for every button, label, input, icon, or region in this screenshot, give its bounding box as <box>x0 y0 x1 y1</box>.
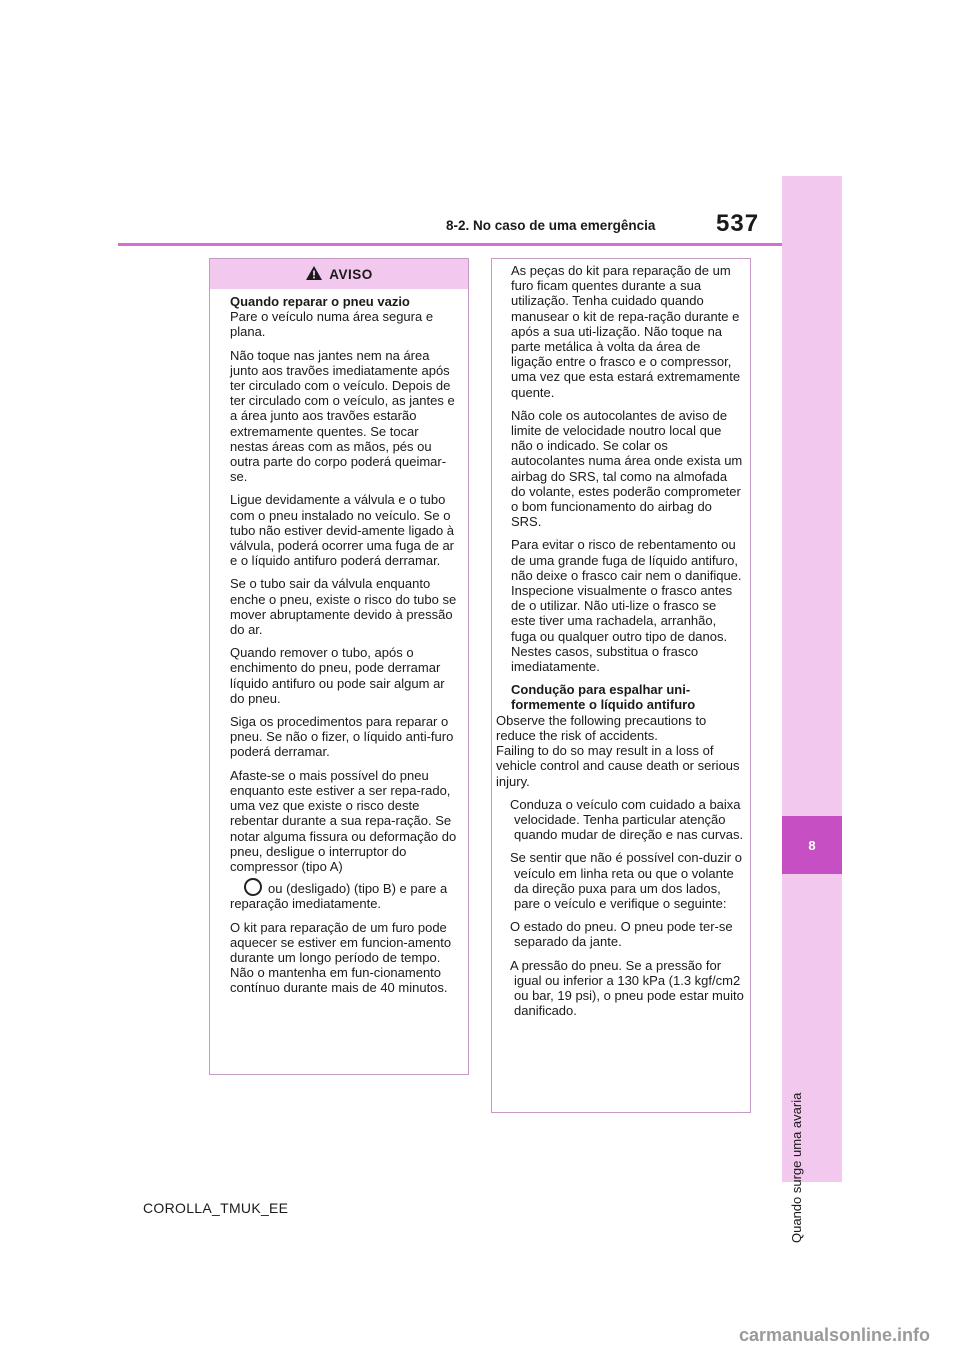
warning-title: AVISO <box>329 266 373 282</box>
warning-content <box>210 289 468 996</box>
warning-heading: Quando reparar o pneu vazio <box>230 294 410 309</box>
chapter-label: Quando surge uma avaria <box>789 1092 804 1243</box>
warning-triangle-icon <box>305 265 323 284</box>
caution-paragraph: Para evitar o risco de rebentamento ou de uma grande fuga de líquido antifuro, não deixe o frasco cair nem o danifique. Inspecione visualmente o frasco antes de o utilizar. Não uti-lize o frasco se este tiver uma rachadela, arranhão, fuga ou qualquer outro tipo de danos. Nestes casos, substitua o frasco imediatamente. <box>511 537 742 675</box>
caution-list-item: O estado do pneu. O pneu pode ter-se separado da jante. <box>510 919 733 950</box>
document-code: COROLLA_TMUK_EE <box>143 1200 289 1216</box>
warning-box <box>209 258 469 1075</box>
warning-header <box>210 259 468 289</box>
header-divider <box>118 243 782 246</box>
chapter-number: 8 <box>782 816 842 874</box>
warning-paragraph: Quando remover o tubo, após o enchimento do pneu, pode derramar líquido antifuro ou pode sair algum ar do pneu. <box>230 645 445 706</box>
warning-paragraph: Ligue devidamente a válvula e o tubo com o pneu instalado no veículo. Se o tubo não estiver devid-amente ligado à válvula, poderá ocorrer uma fuga de ar e o líquido antifuro poderá derramar. <box>230 492 455 569</box>
english-note: Observe the following precautions to reduce the risk of accidents. <box>496 712 707 743</box>
power-circle-icon <box>244 878 262 896</box>
page-number: 537 <box>716 210 760 237</box>
warning-paragraph: Se o tubo sair da válvula enquanto enche o pneu, existe o risco do tubo se mover abruptamente devido à pressão do ar. <box>230 576 457 638</box>
warning-heading-tail: Pare o veículo numa área segura e plana. <box>230 309 434 340</box>
warning-paragraph: Não toque nas jantes nem na área junto aos travões imediatamente após ter circulado com o veículo. Depois de ter circulado com o veículo, as jantes e a área junto aos travões estarão extremamente quentes. Se tocar nestas áreas com as mãos, pés ou outra parte do corpo poderá queimar-se. <box>230 347 455 485</box>
chapter-side-tab[interactable] <box>782 176 842 1243</box>
caution-heading: Condução para espalhar uni-formemente o líquido antifuro <box>511 682 696 713</box>
watermark: carmanualsonline.info <box>738 1325 930 1345</box>
power-line: ou (desligado) (tipo B) e pare a <box>268 881 448 897</box>
caution-paragraph: Não cole os autocolantes de aviso de limite de velocidade noutro local que não o indicado. Se colar os autocolantes numa área onde exista um airbag do SRS, tal como na almofada do volante, estes poderão comprometer o bom funcionamento do airbag do SRS. <box>511 407 743 530</box>
caution-content <box>492 259 750 1018</box>
caution-box <box>491 258 751 1113</box>
english-note: Failing to do so may result in a loss of vehicle control and cause death or serious injury. <box>496 743 740 789</box>
caution-list-item: A pressão do pneu. Se a pressão for igual ou inferior a 130 kPa (1.3 kgf/cm2 ou bar, 19 psi), o pneu pode estar muito danificado. <box>510 957 744 1019</box>
caution-paragraph: As peças do kit para reparação de um furo ficam quentes durante a sua utilização. Tenha cuidado quando manusear o kit de repa-ração durante e após a sua uti-lização. Não toque na parte metálica à volta da área de ligação entre o frasco e o compressor, uma vez que esta estará extremamente quente. <box>511 263 741 400</box>
warning-paragraph: O kit para reparação de um furo pode aquecer se estiver em funcion-amento durante um longo período de tempo. Não o mantenha em fun-cionamento contínuo durante mais de 40 minutos. <box>230 919 452 996</box>
warning-paragraph: Siga os procedimentos para reparar o pneu. Se não o fizer, o líquido anti-furo poderá derramar. <box>230 714 454 760</box>
section-title: 8-2. No caso de uma emergência <box>446 218 656 233</box>
warning-paragraph: Afaste-se o mais possível do pneu enquanto este estiver a ser repa-rado, uma vez que existe o risco deste rebentar durante a sua repa-ração. Se notar alguma fissura ou deformação do pneu, desligue o interruptor do compressor (tipo A) <box>230 767 457 874</box>
caution-list-item: Conduza o veículo com cuidado a baixa velocidade. Tenha particular atenção quando mudar de direção e nas curvas. <box>510 796 744 843</box>
caution-list-item: Se sentir que não é possível con-duzir o veículo em linha reta ou que o volante da direção puxa para um dos lados, pare o veículo e verifique o seguinte: <box>510 850 742 911</box>
power-line-tail: reparação imediatamente. <box>230 896 382 912</box>
